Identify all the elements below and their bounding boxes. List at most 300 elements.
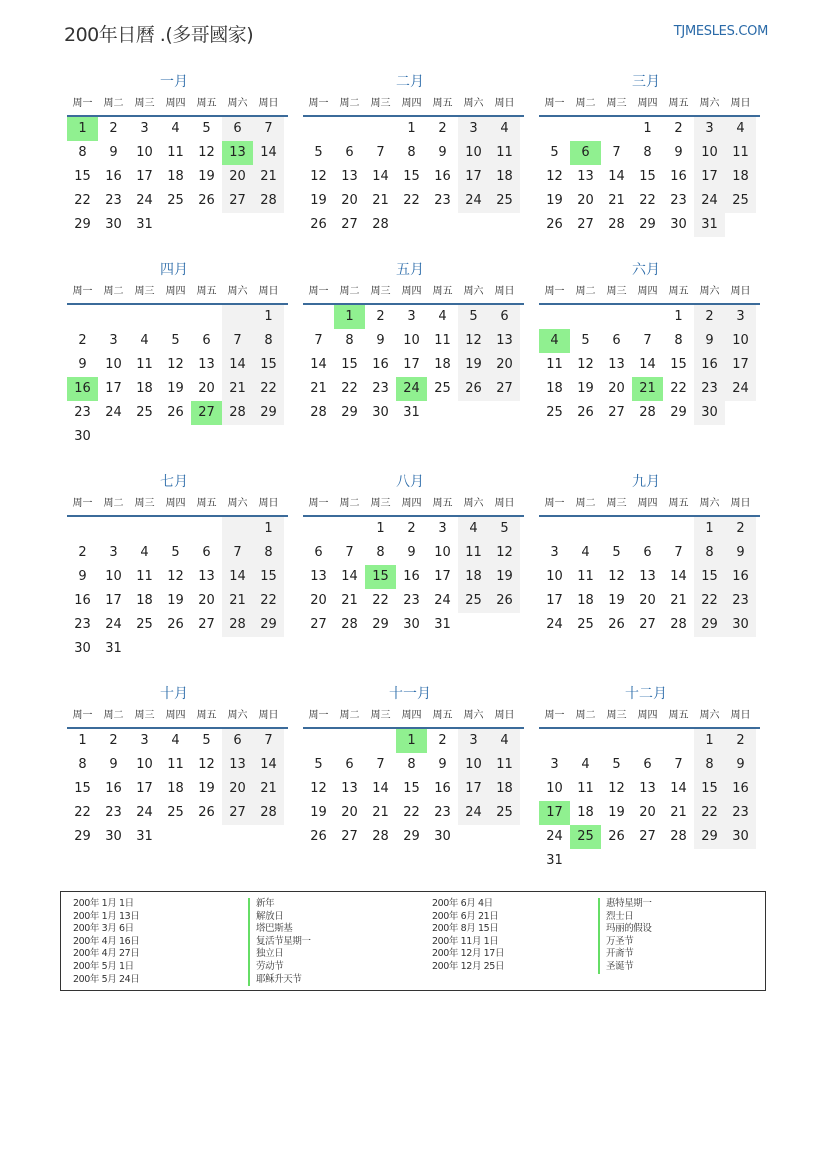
day-cell[interactable]: 24 <box>694 189 725 213</box>
day-cell[interactable]: 11 <box>167 145 184 160</box>
day-cell[interactable]: 8 <box>78 145 87 160</box>
day-cell[interactable]: 26 <box>198 193 215 208</box>
day-cell[interactable]: 2 <box>78 333 87 348</box>
day-cell[interactable]: 10 <box>105 569 122 584</box>
day-cell[interactable]: 11 <box>577 569 594 584</box>
day-cell[interactable]: 9 <box>694 329 725 353</box>
day-cell[interactable]: 27 <box>310 617 327 632</box>
holiday-day-cell[interactable]: 27 <box>191 401 222 425</box>
day-cell[interactable]: 9 <box>438 757 447 772</box>
day-cell[interactable]: 25 <box>434 381 451 396</box>
day-cell[interactable]: 17 <box>546 593 563 608</box>
day-cell[interactable]: 27 <box>222 801 253 825</box>
day-cell[interactable]: 16 <box>725 777 756 801</box>
day-cell[interactable]: 4 <box>581 545 590 560</box>
day-cell[interactable]: 21 <box>341 593 358 608</box>
day-cell[interactable]: 16 <box>694 353 725 377</box>
day-cell[interactable]: 23 <box>403 593 420 608</box>
day-cell[interactable]: 13 <box>577 169 594 184</box>
day-cell[interactable]: 3 <box>458 117 489 141</box>
day-cell[interactable]: 7 <box>674 757 683 772</box>
day-cell[interactable]: 7 <box>674 545 683 560</box>
day-cell[interactable]: 6 <box>222 729 253 753</box>
day-cell[interactable]: 19 <box>167 593 184 608</box>
day-cell[interactable]: 20 <box>489 353 520 377</box>
day-cell[interactable]: 2 <box>109 733 118 748</box>
day-cell[interactable]: 25 <box>136 405 153 420</box>
day-cell[interactable]: 17 <box>136 169 153 184</box>
day-cell[interactable]: 13 <box>310 569 327 584</box>
day-cell[interactable]: 29 <box>253 613 284 637</box>
day-cell[interactable]: 7 <box>643 333 652 348</box>
day-cell[interactable]: 22 <box>670 381 687 396</box>
day-cell[interactable]: 10 <box>136 145 153 160</box>
day-cell[interactable]: 22 <box>694 589 725 613</box>
day-cell[interactable]: 7 <box>253 117 284 141</box>
day-cell[interactable]: 25 <box>167 805 184 820</box>
day-cell[interactable]: 5 <box>171 333 180 348</box>
day-cell[interactable]: 30 <box>403 617 420 632</box>
day-cell[interactable]: 28 <box>310 405 327 420</box>
day-cell[interactable]: 24 <box>105 617 122 632</box>
day-cell[interactable]: 13 <box>639 569 656 584</box>
day-cell[interactable]: 10 <box>546 781 563 796</box>
day-cell[interactable]: 2 <box>78 545 87 560</box>
day-cell[interactable]: 15 <box>403 169 420 184</box>
day-cell[interactable]: 31 <box>403 405 420 420</box>
day-cell[interactable]: 11 <box>489 753 520 777</box>
day-cell[interactable]: 4 <box>171 733 180 748</box>
day-cell[interactable]: 19 <box>608 593 625 608</box>
day-cell[interactable]: 4 <box>438 309 447 324</box>
day-cell[interactable]: 7 <box>345 545 354 560</box>
day-cell[interactable]: 23 <box>670 193 687 208</box>
day-cell[interactable]: 3 <box>140 121 149 136</box>
day-cell[interactable]: 9 <box>78 569 87 584</box>
day-cell[interactable]: 27 <box>341 829 358 844</box>
day-cell[interactable]: 7 <box>222 329 253 353</box>
day-cell[interactable]: 16 <box>105 169 122 184</box>
day-cell[interactable]: 15 <box>694 565 725 589</box>
day-cell[interactable]: 31 <box>136 217 153 232</box>
day-cell[interactable]: 15 <box>639 169 656 184</box>
day-cell[interactable]: 1 <box>407 121 416 136</box>
day-cell[interactable]: 3 <box>140 733 149 748</box>
day-cell[interactable]: 4 <box>489 729 520 753</box>
day-cell[interactable]: 19 <box>489 565 520 589</box>
day-cell[interactable]: 29 <box>74 217 91 232</box>
day-cell[interactable]: 20 <box>608 381 625 396</box>
day-cell[interactable]: 3 <box>458 729 489 753</box>
day-cell[interactable]: 24 <box>458 801 489 825</box>
day-cell[interactable]: 29 <box>74 829 91 844</box>
day-cell[interactable]: 3 <box>694 117 725 141</box>
day-cell[interactable]: 26 <box>167 617 184 632</box>
day-cell[interactable]: 21 <box>222 589 253 613</box>
day-cell[interactable]: 8 <box>407 757 416 772</box>
day-cell[interactable]: 13 <box>489 329 520 353</box>
day-cell[interactable]: 12 <box>546 169 563 184</box>
day-cell[interactable]: 5 <box>612 545 621 560</box>
day-cell[interactable]: 25 <box>489 189 520 213</box>
day-cell[interactable]: 3 <box>109 333 118 348</box>
day-cell[interactable]: 16 <box>670 169 687 184</box>
day-cell[interactable]: 15 <box>74 781 91 796</box>
day-cell[interactable]: 12 <box>608 781 625 796</box>
day-cell[interactable]: 22 <box>694 801 725 825</box>
day-cell[interactable]: 20 <box>222 165 253 189</box>
day-cell[interactable]: 1 <box>694 517 725 541</box>
day-cell[interactable]: 18 <box>167 781 184 796</box>
day-cell[interactable]: 11 <box>458 541 489 565</box>
day-cell[interactable]: 1 <box>253 517 284 541</box>
day-cell[interactable]: 28 <box>670 617 687 632</box>
day-cell[interactable]: 6 <box>202 545 211 560</box>
day-cell[interactable]: 3 <box>109 545 118 560</box>
day-cell[interactable]: 7 <box>222 541 253 565</box>
day-cell[interactable]: 6 <box>643 545 652 560</box>
day-cell[interactable]: 1 <box>674 309 683 324</box>
day-cell[interactable]: 12 <box>198 145 215 160</box>
day-cell[interactable]: 26 <box>608 617 625 632</box>
day-cell[interactable]: 26 <box>546 217 563 232</box>
day-cell[interactable]: 14 <box>222 565 253 589</box>
day-cell[interactable]: 21 <box>372 805 389 820</box>
day-cell[interactable]: 24 <box>105 405 122 420</box>
day-cell[interactable]: 28 <box>608 217 625 232</box>
day-cell[interactable]: 7 <box>253 729 284 753</box>
day-cell[interactable]: 28 <box>341 617 358 632</box>
day-cell[interactable]: 26 <box>167 405 184 420</box>
day-cell[interactable]: 15 <box>74 169 91 184</box>
holiday-day-cell[interactable]: 6 <box>570 141 601 165</box>
day-cell[interactable]: 28 <box>670 829 687 844</box>
day-cell[interactable]: 1 <box>253 305 284 329</box>
day-cell[interactable]: 30 <box>434 829 451 844</box>
day-cell[interactable]: 21 <box>253 777 284 801</box>
day-cell[interactable]: 5 <box>458 305 489 329</box>
day-cell[interactable]: 8 <box>253 541 284 565</box>
day-cell[interactable]: 24 <box>546 829 563 844</box>
day-cell[interactable]: 17 <box>105 593 122 608</box>
day-cell[interactable]: 12 <box>577 357 594 372</box>
day-cell[interactable]: 30 <box>105 217 122 232</box>
day-cell[interactable]: 20 <box>639 805 656 820</box>
day-cell[interactable]: 27 <box>577 217 594 232</box>
day-cell[interactable]: 26 <box>310 217 327 232</box>
day-cell[interactable]: 30 <box>105 829 122 844</box>
day-cell[interactable]: 19 <box>198 169 215 184</box>
day-cell[interactable]: 2 <box>694 305 725 329</box>
day-cell[interactable]: 2 <box>438 121 447 136</box>
day-cell[interactable]: 16 <box>725 565 756 589</box>
day-cell[interactable]: 11 <box>136 569 153 584</box>
day-cell[interactable]: 8 <box>407 145 416 160</box>
day-cell[interactable]: 22 <box>74 805 91 820</box>
day-cell[interactable]: 24 <box>546 617 563 632</box>
day-cell[interactable]: 3 <box>407 309 416 324</box>
day-cell[interactable]: 19 <box>546 193 563 208</box>
day-cell[interactable]: 25 <box>489 801 520 825</box>
day-cell[interactable]: 18 <box>434 357 451 372</box>
day-cell[interactable]: 23 <box>725 589 756 613</box>
day-cell[interactable]: 18 <box>546 381 563 396</box>
day-cell[interactable]: 29 <box>372 617 389 632</box>
day-cell[interactable]: 11 <box>489 141 520 165</box>
day-cell[interactable]: 4 <box>725 117 756 141</box>
day-cell[interactable]: 11 <box>725 141 756 165</box>
day-cell[interactable]: 5 <box>171 545 180 560</box>
day-cell[interactable]: 6 <box>643 757 652 772</box>
day-cell[interactable]: 8 <box>345 333 354 348</box>
day-cell[interactable]: 20 <box>341 193 358 208</box>
day-cell[interactable]: 14 <box>608 169 625 184</box>
day-cell[interactable]: 23 <box>74 617 91 632</box>
day-cell[interactable]: 16 <box>434 781 451 796</box>
day-cell[interactable]: 25 <box>725 189 756 213</box>
day-cell[interactable]: 11 <box>434 333 451 348</box>
site-link[interactable]: TJMESLES.COM <box>673 24 768 39</box>
day-cell[interactable]: 18 <box>577 593 594 608</box>
day-cell[interactable]: 15 <box>694 777 725 801</box>
day-cell[interactable]: 12 <box>458 329 489 353</box>
day-cell[interactable]: 20 <box>341 805 358 820</box>
day-cell[interactable]: 2 <box>725 517 756 541</box>
day-cell[interactable]: 14 <box>372 781 389 796</box>
day-cell[interactable]: 30 <box>74 429 91 444</box>
day-cell[interactable]: 18 <box>577 805 594 820</box>
day-cell[interactable]: 9 <box>78 357 87 372</box>
day-cell[interactable]: 14 <box>222 353 253 377</box>
day-cell[interactable]: 28 <box>253 801 284 825</box>
day-cell[interactable]: 8 <box>674 333 683 348</box>
day-cell[interactable]: 8 <box>253 329 284 353</box>
day-cell[interactable]: 28 <box>639 405 656 420</box>
day-cell[interactable]: 22 <box>403 805 420 820</box>
day-cell[interactable]: 5 <box>314 757 323 772</box>
day-cell[interactable]: 27 <box>222 189 253 213</box>
day-cell[interactable]: 25 <box>136 617 153 632</box>
day-cell[interactable]: 9 <box>674 145 683 160</box>
day-cell[interactable]: 8 <box>694 753 725 777</box>
day-cell[interactable]: 29 <box>341 405 358 420</box>
day-cell[interactable]: 29 <box>253 401 284 425</box>
holiday-day-cell[interactable]: 16 <box>67 377 98 401</box>
day-cell[interactable]: 23 <box>694 377 725 401</box>
day-cell[interactable]: 4 <box>171 121 180 136</box>
day-cell[interactable]: 22 <box>372 593 389 608</box>
day-cell[interactable]: 18 <box>725 165 756 189</box>
day-cell[interactable]: 23 <box>74 405 91 420</box>
day-cell[interactable]: 29 <box>670 405 687 420</box>
day-cell[interactable]: 13 <box>639 781 656 796</box>
day-cell[interactable]: 14 <box>253 141 284 165</box>
day-cell[interactable]: 16 <box>105 781 122 796</box>
day-cell[interactable]: 30 <box>725 825 756 849</box>
day-cell[interactable]: 20 <box>198 381 215 396</box>
day-cell[interactable]: 26 <box>577 405 594 420</box>
day-cell[interactable]: 14 <box>310 357 327 372</box>
day-cell[interactable]: 23 <box>434 193 451 208</box>
day-cell[interactable]: 31 <box>434 617 451 632</box>
day-cell[interactable]: 17 <box>458 777 489 801</box>
day-cell[interactable]: 21 <box>253 165 284 189</box>
day-cell[interactable]: 21 <box>372 193 389 208</box>
day-cell[interactable]: 22 <box>403 193 420 208</box>
day-cell[interactable]: 16 <box>372 357 389 372</box>
day-cell[interactable]: 10 <box>458 753 489 777</box>
day-cell[interactable]: 13 <box>222 753 253 777</box>
day-cell[interactable]: 15 <box>403 781 420 796</box>
day-cell[interactable]: 19 <box>458 353 489 377</box>
holiday-day-cell[interactable]: 1 <box>334 305 365 329</box>
day-cell[interactable]: 3 <box>550 545 559 560</box>
day-cell[interactable]: 10 <box>458 141 489 165</box>
day-cell[interactable]: 8 <box>643 145 652 160</box>
day-cell[interactable]: 28 <box>222 613 253 637</box>
day-cell[interactable]: 24 <box>725 377 756 401</box>
day-cell[interactable]: 18 <box>489 777 520 801</box>
day-cell[interactable]: 3 <box>550 757 559 772</box>
day-cell[interactable]: 23 <box>105 193 122 208</box>
day-cell[interactable]: 30 <box>694 401 725 425</box>
day-cell[interactable]: 5 <box>202 733 211 748</box>
day-cell[interactable]: 6 <box>314 545 323 560</box>
day-cell[interactable]: 25 <box>458 589 489 613</box>
day-cell[interactable]: 12 <box>198 757 215 772</box>
day-cell[interactable]: 27 <box>341 217 358 232</box>
day-cell[interactable]: 12 <box>489 541 520 565</box>
day-cell[interactable]: 19 <box>167 381 184 396</box>
day-cell[interactable]: 17 <box>725 353 756 377</box>
day-cell[interactable]: 20 <box>222 777 253 801</box>
day-cell[interactable]: 1 <box>694 729 725 753</box>
day-cell[interactable]: 22 <box>253 589 284 613</box>
day-cell[interactable]: 18 <box>167 169 184 184</box>
day-cell[interactable]: 23 <box>434 805 451 820</box>
day-cell[interactable]: 5 <box>581 333 590 348</box>
day-cell[interactable]: 6 <box>345 757 354 772</box>
day-cell[interactable]: 9 <box>109 145 118 160</box>
day-cell[interactable]: 9 <box>725 753 756 777</box>
day-cell[interactable]: 3 <box>725 305 756 329</box>
day-cell[interactable]: 26 <box>310 829 327 844</box>
holiday-day-cell[interactable]: 17 <box>539 801 570 825</box>
day-cell[interactable]: 14 <box>670 569 687 584</box>
day-cell[interactable]: 15 <box>341 357 358 372</box>
day-cell[interactable]: 4 <box>581 757 590 772</box>
day-cell[interactable]: 22 <box>341 381 358 396</box>
day-cell[interactable]: 1 <box>376 521 385 536</box>
holiday-day-cell[interactable]: 13 <box>222 141 253 165</box>
day-cell[interactable]: 15 <box>253 565 284 589</box>
day-cell[interactable]: 13 <box>341 781 358 796</box>
day-cell[interactable]: 24 <box>136 805 153 820</box>
day-cell[interactable]: 11 <box>577 781 594 796</box>
day-cell[interactable]: 4 <box>140 545 149 560</box>
day-cell[interactable]: 6 <box>222 117 253 141</box>
day-cell[interactable]: 27 <box>639 617 656 632</box>
day-cell[interactable]: 12 <box>167 357 184 372</box>
day-cell[interactable]: 21 <box>222 377 253 401</box>
day-cell[interactable]: 1 <box>78 733 87 748</box>
holiday-day-cell[interactable]: 4 <box>539 329 570 353</box>
day-cell[interactable]: 20 <box>577 193 594 208</box>
day-cell[interactable]: 8 <box>376 545 385 560</box>
day-cell[interactable]: 7 <box>612 145 621 160</box>
day-cell[interactable]: 9 <box>109 757 118 772</box>
day-cell[interactable]: 10 <box>725 329 756 353</box>
day-cell[interactable]: 9 <box>407 545 416 560</box>
day-cell[interactable]: 10 <box>434 545 451 560</box>
day-cell[interactable]: 14 <box>639 357 656 372</box>
day-cell[interactable]: 6 <box>612 333 621 348</box>
day-cell[interactable]: 18 <box>136 381 153 396</box>
day-cell[interactable]: 26 <box>458 377 489 401</box>
day-cell[interactable]: 17 <box>434 569 451 584</box>
day-cell[interactable]: 30 <box>372 405 389 420</box>
day-cell[interactable]: 22 <box>639 193 656 208</box>
day-cell[interactable]: 27 <box>489 377 520 401</box>
day-cell[interactable]: 10 <box>136 757 153 772</box>
day-cell[interactable]: 13 <box>198 569 215 584</box>
day-cell[interactable]: 12 <box>167 569 184 584</box>
day-cell[interactable]: 17 <box>105 381 122 396</box>
day-cell[interactable]: 13 <box>198 357 215 372</box>
day-cell[interactable]: 26 <box>608 829 625 844</box>
day-cell[interactable]: 7 <box>376 145 385 160</box>
day-cell[interactable]: 10 <box>105 357 122 372</box>
day-cell[interactable]: 24 <box>458 189 489 213</box>
day-cell[interactable]: 30 <box>74 641 91 656</box>
day-cell[interactable]: 29 <box>403 829 420 844</box>
day-cell[interactable]: 14 <box>670 781 687 796</box>
day-cell[interactable]: 5 <box>550 145 559 160</box>
day-cell[interactable]: 2 <box>407 521 416 536</box>
day-cell[interactable]: 15 <box>670 357 687 372</box>
day-cell[interactable]: 28 <box>253 189 284 213</box>
day-cell[interactable]: 5 <box>489 517 520 541</box>
day-cell[interactable]: 21 <box>608 193 625 208</box>
holiday-day-cell[interactable]: 1 <box>396 729 427 753</box>
day-cell[interactable]: 2 <box>725 729 756 753</box>
day-cell[interactable]: 19 <box>310 193 327 208</box>
day-cell[interactable]: 14 <box>253 753 284 777</box>
day-cell[interactable]: 31 <box>694 213 725 237</box>
day-cell[interactable]: 21 <box>670 805 687 820</box>
holiday-day-cell[interactable]: 25 <box>570 825 601 849</box>
day-cell[interactable]: 7 <box>314 333 323 348</box>
day-cell[interactable]: 27 <box>639 829 656 844</box>
day-cell[interactable]: 6 <box>489 305 520 329</box>
day-cell[interactable]: 31 <box>105 641 122 656</box>
day-cell[interactable]: 17 <box>136 781 153 796</box>
day-cell[interactable]: 12 <box>310 169 327 184</box>
day-cell[interactable]: 17 <box>403 357 420 372</box>
day-cell[interactable]: 14 <box>372 169 389 184</box>
day-cell[interactable]: 9 <box>438 145 447 160</box>
day-cell[interactable]: 22 <box>253 377 284 401</box>
day-cell[interactable]: 19 <box>310 805 327 820</box>
day-cell[interactable]: 12 <box>310 781 327 796</box>
day-cell[interactable]: 24 <box>434 593 451 608</box>
day-cell[interactable]: 21 <box>310 381 327 396</box>
day-cell[interactable]: 31 <box>546 853 563 868</box>
day-cell[interactable]: 20 <box>639 593 656 608</box>
day-cell[interactable]: 4 <box>489 117 520 141</box>
day-cell[interactable]: 28 <box>222 401 253 425</box>
day-cell[interactable]: 19 <box>577 381 594 396</box>
